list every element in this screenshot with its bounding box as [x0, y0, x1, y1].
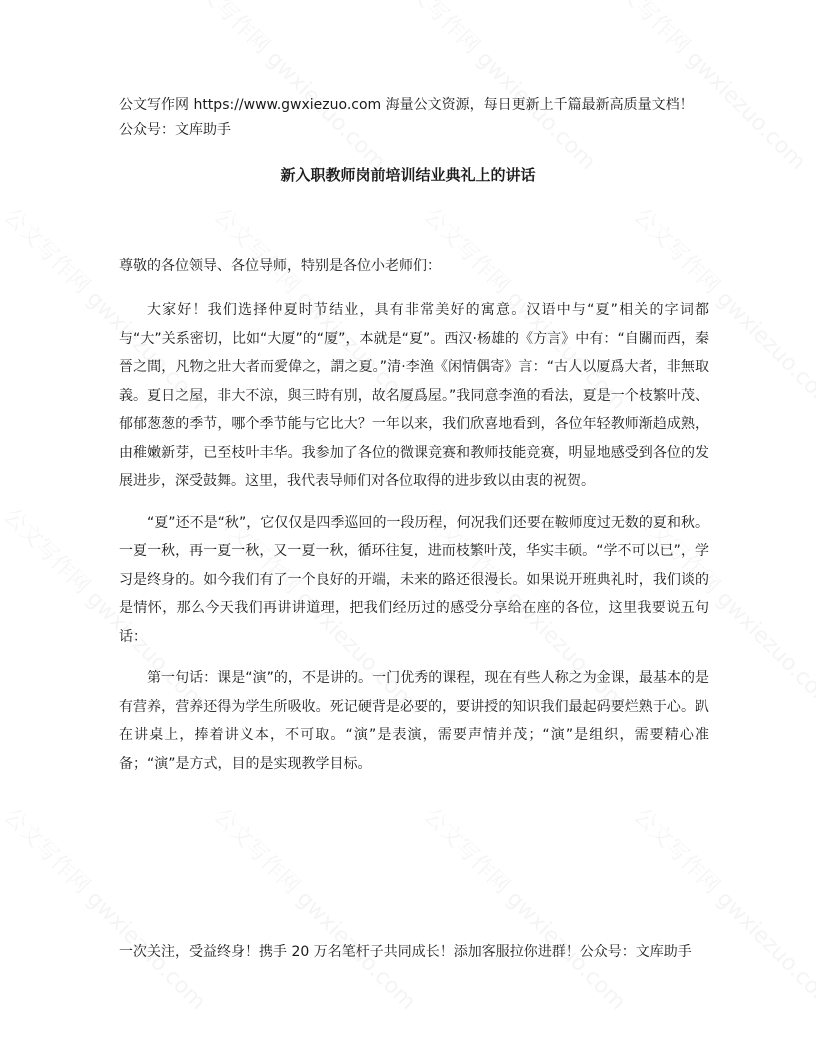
- header-note: 公文写作网 https://www.gwxiezuo.com 海量公文资源，每日更新上千篇最新高质量文档！ 公众号：文库助手: [119, 97, 694, 138]
- watermark: [628, 800, 816, 1016]
- footer-note: 一次关注，受益终身！携手 20 万名笔杆子共同成长！添加客服拉你进群！公众号：文库助手: [119, 944, 692, 960]
- watermark: [208, 800, 424, 1016]
- page-title: 新入职教师岗前培训结业典礼上的讲话: [280, 166, 536, 184]
- paragraph: 第一句话：课是“演”的，不是讲的。一门优秀的课程，现在有些人称之为金课，最基本的是有营养，营养还得为学生所吸收。死记硬背是必要的，要讲授的知识我们最起码要烂熟于心。趴在讲桌上，捧着讲义本，不可取。“演”是表演，需要声情并茂；“演”是组织，需要精心准备；“演”是方式，目的是实现教学目标。: [119, 670, 709, 772]
- watermark: [598, 0, 814, 176]
- salutation: 尊敬的各位领导、各位导师，特别是各位小老师们：: [119, 258, 441, 274]
- watermark: [0, 800, 214, 1016]
- paragraph: 大家好！我们选择仲夏时节结业，具有非常美好的寓意。汉语中与“夏”相关的字词都与“大”关系密切，比如“大厦”的“厦”，本就是“夏”。西汉·杨雄的《方言》中有：“自關而西，秦晉之間，凡物之壯大者而愛偉之，謂之夏。”清·李渔《闲情偶寄》言：“古人以厦爲大者，非無取義。夏日之屋，非大不涼，與三時有別，故名厦爲屋。”我同意李渔的看法，夏是一个枝繁叶茂、郁郁葱葱的季节，哪个季节能与它比大？一年以来，我们欣喜地看到，各位年轻教师渐趋成熟，由稚嫩新芽，已至枝叶丰华。我参加了各位的微课竞赛和教师技能竞赛，明显地感受到各位的发展进步，深受鼓舞。这里，我代表导师们对各位取得的进步致以由衷的祝贺。: [119, 302, 709, 489]
- watermark: [178, 0, 394, 176]
- watermark: [388, 0, 604, 176]
- watermark: [418, 800, 634, 1016]
- paragraph: “夏”还不是“秋”，它仅仅是四季巡回的一段历程，何况我们还要在鞍师度过无数的夏和秋。一夏一秋，再一夏一秋，又一夏一秋，循环往复，进而枝繁叶茂，华实丰硕。“学不可以已”，学习是终身的。如今我们有了一个良好的开端，未来的路还很漫长。如果说开班典礼时，我们谈的是情怀，那么今天我们再讲讲道理，把我们经历过的感受分享给在座的各位，这里我要说五句话：: [119, 514, 709, 645]
- speech-body: [119, 296, 709, 791]
